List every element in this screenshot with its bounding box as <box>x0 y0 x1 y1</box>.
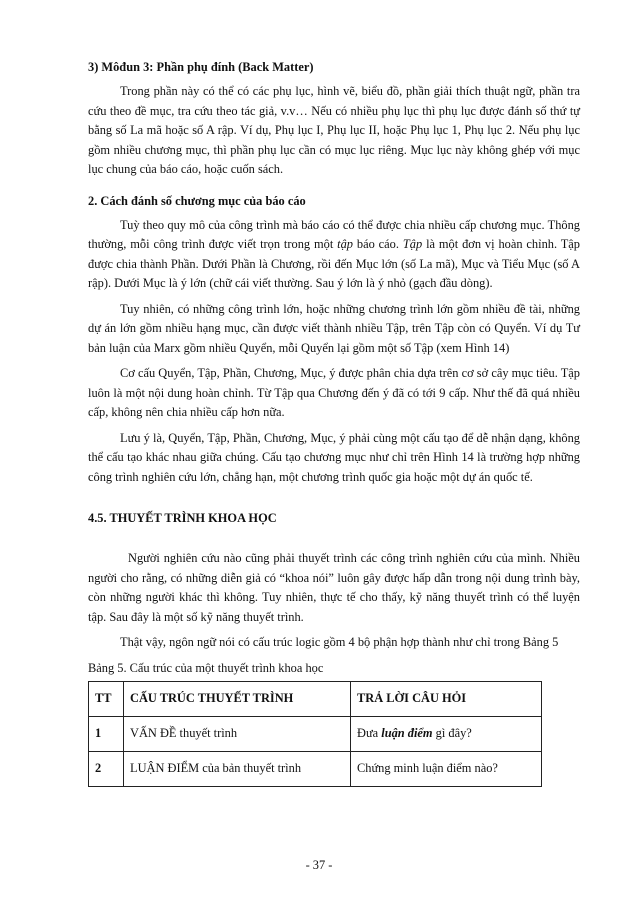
emphasis-luan-diem: luận điểm <box>381 726 433 740</box>
paragraph-numbering-3: Cơ cấu Quyển, Tập, Phần, Chương, Mục, ý được phân chia dựa trên cơ sở cây mục tiêu. Tập luôn là một nội dung hoàn chỉnh. Từ Tập qua Chương đến ý đã có tới 9 cấp. Như thế đã quá nhiều cấp, không nên chia nhiều cấp hơn nữa. <box>88 366 580 419</box>
table-caption: Bảng 5. Cấu trúc của một thuyết trình khoa học <box>88 660 324 675</box>
presentation-structure-table <box>88 681 542 787</box>
italic-term-tap: tập <box>337 237 353 251</box>
paragraph-numbering-2: Tuy nhiên, có những công trình lớn, hoặc những chương trình lớn gồm nhiều đề tài, những dự án lớn gồm nhiều hạng mục, cần được viết thành nhiều Tập, trên Tập còn có Quyển. Ví dụ Tư bản luận của Marx gồm nhiều Quyển, mỗi Quyển lại gồm một số Tập (xem Hình 14) <box>88 301 580 355</box>
table-row <box>89 751 542 786</box>
paragraph-presentation-1: Người nghiên cứu nào cũng phải thuyết trình các công trình nghiên cứu của mình. Nhiều người cho rằng, có những diễn giả có “khoa nói” luôn gây được hấp dẫn trong nội dung trình bày, còn những người khác thì không. Tuy nhiên, thực tế cho thấy, kỹ năng thuyết trình có thể luyện tập. Sau đây là một số kỹ năng thuyết trình. <box>88 551 580 624</box>
paragraph-numbering-4: Lưu ý là, Quyển, Tập, Phần, Chương, Mục, ý phải cùng một cấu tạo để dễ nhận dạng, không thể cấu tạo khác nhau giữa chúng. Cấu tạo chương mục như chỉ trên Hình 14 là trường hợp những công trình nghiên cứu lớn, chẳng hạn, một chương trình quốc gia hoặc một dự án quốc tế. <box>88 430 580 484</box>
header-tt: TT <box>89 681 124 716</box>
section-heading-presentation: 4.5. THUYẾT TRÌNH KHOA HỌC <box>88 511 277 525</box>
text-run: là một đơn vị hoàn chỉnh. Tập được chia thành Phần. Dưới Phần là Chương, rồi đến Mục lớn (số La mã), Mục và Tiểu Mục (số A rập). Dưới Mục là ý lớn (chữ cái viết thường. Sau ý lớn là ý nhỏ (gạch đầu dòng). <box>88 237 580 290</box>
header-structure: CẤU TRÚC THUYẾT TRÌNH <box>124 681 351 716</box>
cell-answer <box>351 751 542 786</box>
cell-tt: 2 <box>89 751 124 786</box>
cell-structure: VẤN ĐỀ thuyết trình <box>124 716 351 751</box>
cell-structure: LUẬN ĐIỂM của bản thuyết trình <box>124 751 351 786</box>
text-run: báo cáo. <box>353 237 403 251</box>
section-heading-numbering: 2. Cách đánh số chương mục của báo cáo <box>88 193 306 208</box>
cell-answer <box>351 716 542 751</box>
page-number: - 37 - <box>305 858 333 872</box>
module-heading: 3) Môđun 3: Phần phụ đính (Back Matter) <box>88 60 314 74</box>
text-run: Chứng minh luận điểm nào? <box>357 761 498 775</box>
header-answer: TRẢ LỜI CÂU HỎI <box>351 681 542 716</box>
table-row <box>89 716 542 751</box>
text-run: Đưa <box>357 726 382 740</box>
paragraph-presentation-2: Thật vậy, ngôn ngữ nói có cấu trúc logic gồm 4 bộ phận hợp thành như chỉ trong Bảng 5 <box>120 635 559 649</box>
italic-term-tap-cap: Tập <box>402 237 423 251</box>
paragraph-back-matter: Trong phần này có thể có các phụ lục, hình vẽ, biểu đồ, phần giải thích thuật ngữ, phần tra cứu theo đề mục, tra cứu theo tác giả, v.v… Nếu có nhiều phụ lục thì phụ lục được đánh số thứ tự bằng số La mã hoặc số A rập. Ví dụ, Phụ lục I, Phụ lục II, hoặc Phụ lục 1, Phụ lục 2. Nếu phụ lục gồm nhiều chương mục, thì phần phụ lục cần có mục lục riêng. Mục lục này không ghép với mục lục chung của báo cáo, hoặc cuốn sách. <box>88 84 580 176</box>
text-run: gì đây? <box>432 726 472 740</box>
paragraph-numbering-1 <box>88 216 580 294</box>
cell-tt: 1 <box>89 716 124 751</box>
text-run: Tuỳ theo quy mô của công trình mà báo cáo có thể được chia nhiều cấp chương mục. Thông thường, mỗi công trình được viết trọn trong một <box>88 217 580 251</box>
table-header-row <box>89 681 542 716</box>
